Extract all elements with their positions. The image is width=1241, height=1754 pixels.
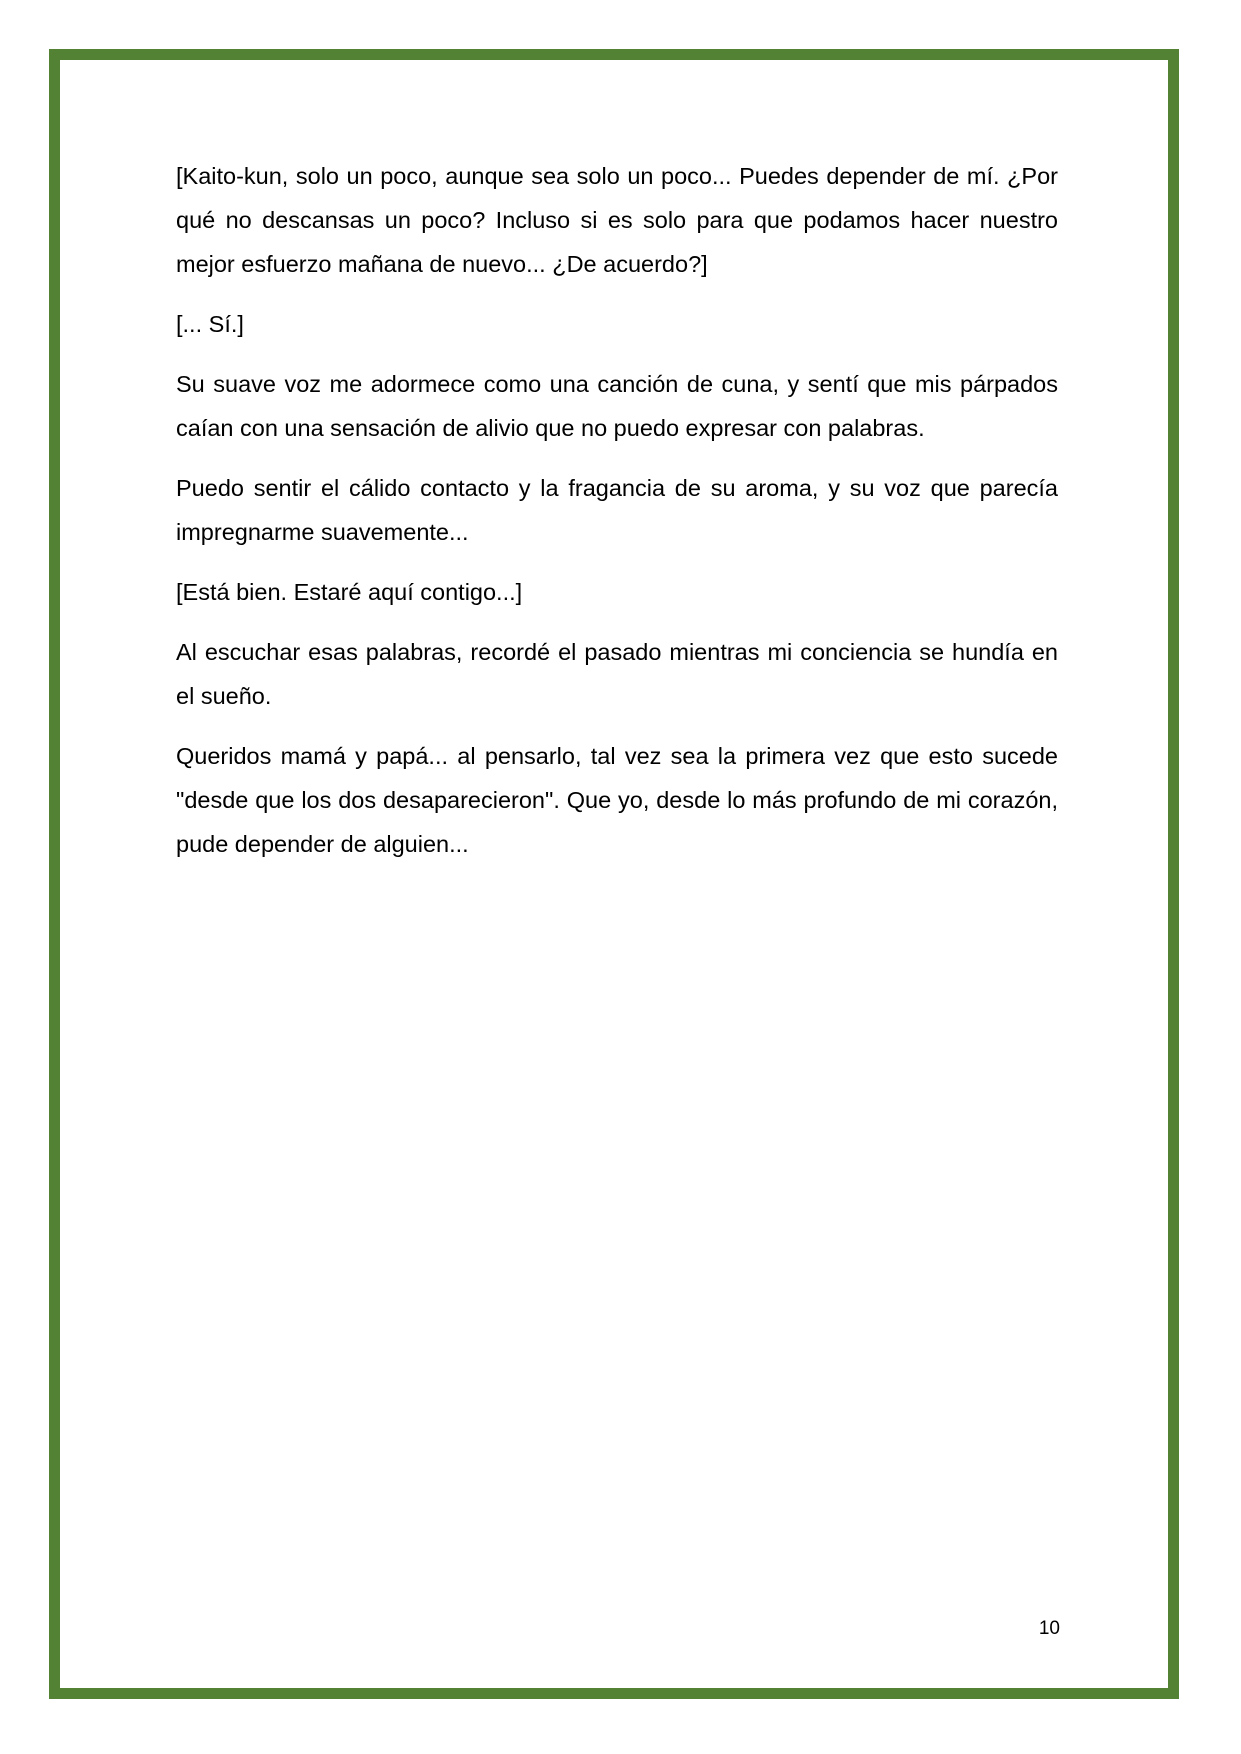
page-number: 10 — [1038, 1618, 1060, 1639]
paragraph: Puedo sentir el cálido contacto y la fragancia de su aroma, y su voz que parecía impregnarme suavemente... — [176, 475, 1058, 545]
paragraph: Su suave voz me adormece como una canción de cuna, y sentí que mis párpados caían con una sensación de alivio que no puedo expresar con palabras. — [176, 371, 1058, 441]
paragraph: Al escuchar esas palabras, recordé el pasado mientras mi conciencia se hundía en el sueño. — [176, 639, 1058, 709]
paragraph: Queridos mamá y papá... al pensarlo, tal vez sea la primera vez que esto sucede "desde que los dos desaparecieron". Que yo, desde lo más profundo de mi corazón, pude depender de alguien... — [176, 743, 1058, 857]
paragraph: [Está bien. Estaré aquí contigo...] — [176, 579, 523, 605]
paragraph: [... Sí.] — [176, 311, 244, 337]
paragraph: [Kaito-kun, solo un poco, aunque sea solo un poco... Puedes depender de mí. ¿Por qué no descansas un poco? Incluso si es solo para que podamos hacer nuestro mejor esfuerzo mañana de nuevo... ¿De acuerdo?] — [176, 163, 1058, 277]
document-body — [176, 154, 1058, 882]
